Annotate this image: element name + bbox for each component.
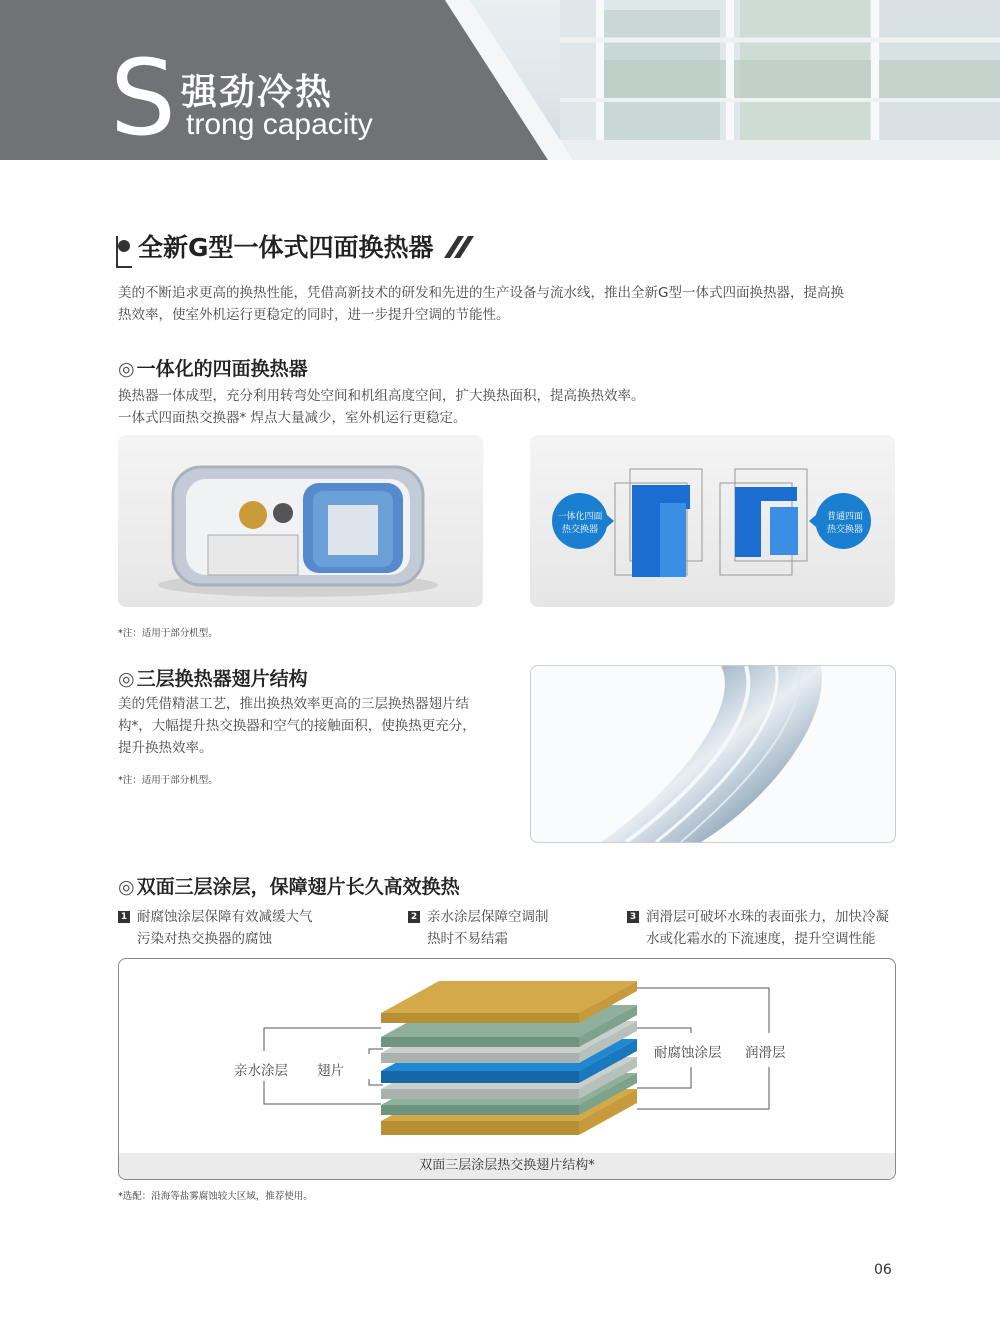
bubble-right-line-2: 热交换器 <box>826 525 863 535</box>
number-badge-icon: 1 <box>118 911 130 923</box>
feature2-desc <box>118 693 498 759</box>
title-big-letter: S <box>110 37 177 159</box>
bubble-left-line-1: 一体化四面 <box>557 512 603 522</box>
heading-bracket <box>116 236 132 268</box>
section-intro <box>118 282 908 326</box>
feature1-desc <box>118 385 878 429</box>
feature3-title: 双面三层涂层，保障翅片长久高效换热 <box>136 876 460 898</box>
feature1-note: *注：适用于部分机型。 <box>118 628 218 639</box>
label-lubrication: 润滑层 <box>745 1045 786 1061</box>
page-title-en: trong capacity <box>186 108 373 141</box>
feature1-line-2: 一体式四面热交换器* 焊点大量减少，室外机运行更稳定。 <box>118 410 467 426</box>
diagram-caption: 双面三层涂层热交换翅片结构* <box>119 1153 895 1179</box>
circle-marker-icon: ◎ <box>118 358 135 380</box>
feature1-heading <box>118 354 308 381</box>
label-anticorrosion: 耐腐蚀涂层 <box>654 1045 722 1061</box>
coating-point-3 <box>627 906 917 950</box>
heat-exchanger-comparison <box>530 435 895 607</box>
number-badge-icon: 3 <box>627 911 639 923</box>
intro-line-2: 热效率，使室外机运行更稳定的同时，进一步提升空调的节能性。 <box>118 307 510 323</box>
section-title: 全新G型一体式四面换热器 <box>138 233 434 262</box>
coating-structure-diagram <box>118 958 896 1180</box>
point1-line-1: 耐腐蚀涂层保障有效减缓大气 <box>137 909 313 925</box>
feature2-line-1: 美的凭借精湛工艺，推出换热效率更高的三层换热器翅片结 <box>118 696 469 712</box>
label-fin: 翅片 <box>317 1063 344 1079</box>
outdoor-unit-photo <box>118 435 483 607</box>
feature2-line-3: 提升换热效率。 <box>118 740 213 756</box>
coating-point-2 <box>408 906 608 950</box>
chevron-arrows-icon <box>440 232 474 260</box>
outdoor-unit-illustration <box>118 435 483 607</box>
circle-marker-icon: ◎ <box>118 876 135 898</box>
feature2-title: 三层换热器翅片结构 <box>136 668 308 690</box>
number-badge-icon: 2 <box>408 911 420 923</box>
bubble-integrated-label <box>550 511 610 537</box>
label-hydrophilic: 亲水涂层 <box>234 1063 288 1079</box>
bubble-left-line-2: 热交换器 <box>561 525 598 535</box>
bubble-normal-label <box>815 511 875 537</box>
coating-point-1 <box>118 906 378 950</box>
point2-line-1: 亲水涂层保障空调制 <box>427 909 549 925</box>
fin-structure-photo <box>530 665 896 843</box>
header-banner <box>0 0 1000 160</box>
feature2-heading <box>118 664 308 691</box>
feature2-line-2: 构*，大幅提升热交换器和空气的接触面积，使换热更充分， <box>118 718 476 734</box>
point3-line-1: 润滑层可破坏水珠的表面张力，加快冷凝 <box>646 909 889 925</box>
point3-line-2: 水或化霜水的下流速度，提升空调性能 <box>646 931 876 947</box>
feature2-note: *注：适用于部分机型。 <box>118 775 218 786</box>
fin-tube-illustration <box>531 666 895 842</box>
point2-line-2: 热时不易结霜 <box>427 931 508 947</box>
page-number: 06 <box>874 1262 892 1278</box>
feature1-title: 一体化的四面换热器 <box>136 358 308 380</box>
intro-line-1: 美的不断追求更高的换热性能，凭借高新技术的研发和先进的生产设备与流水线，推出全新G型一体式四面换热器，提高换 <box>118 285 844 301</box>
page-title-cn: 强劲冷热 <box>181 72 334 113</box>
feature3-heading <box>118 872 460 899</box>
point1-line-2: 污染对热交换器的腐蚀 <box>137 931 272 947</box>
circle-marker-icon: ◎ <box>118 668 135 690</box>
feature1-line-1: 换热器一体成型，充分利用转弯处空间和机组高度空间，扩大换热面积，提高换热效率。 <box>118 388 645 404</box>
feature3-note: *选配：沿海等盐雾腐蚀较大区域，推荐使用。 <box>118 1191 313 1202</box>
section-heading <box>118 226 474 266</box>
bubble-right-line-1: 普通四面 <box>826 512 863 522</box>
